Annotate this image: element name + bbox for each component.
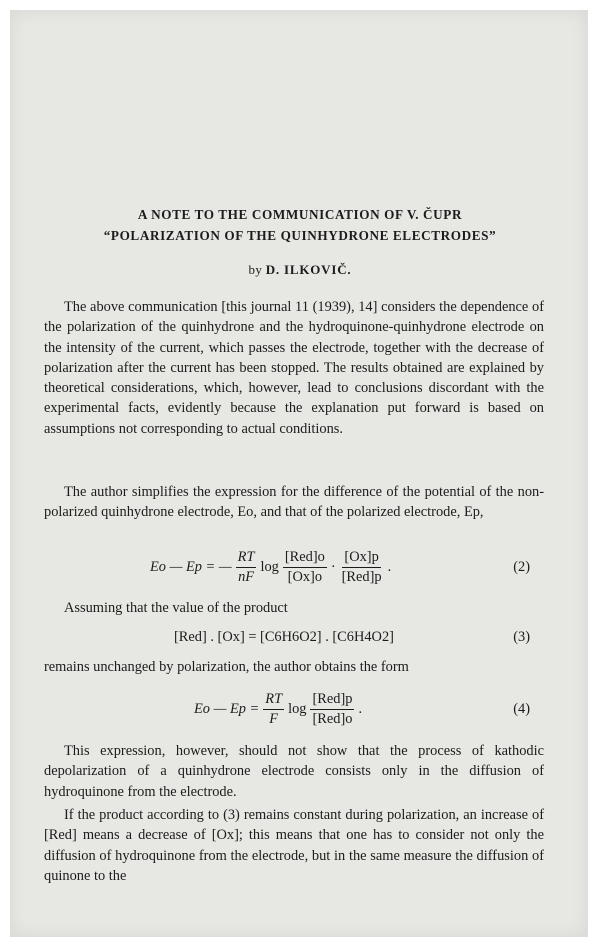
eq4-log: log <box>288 700 307 717</box>
eq2-end: . <box>387 558 392 575</box>
eq4-coef-num: RT <box>263 690 284 710</box>
eq3-expression: [Red] . [Ox] = [C6H6O2] . [C6H4O2] <box>174 628 394 645</box>
equation-2-body <box>150 548 391 587</box>
eq4-f1-den: [Red]o <box>312 710 353 727</box>
equation-2 <box>0 542 600 592</box>
equation-4-number: (4) <box>513 700 530 717</box>
author-name: D. ILKOVIČ. <box>265 262 352 277</box>
byline-prefix: by <box>248 262 263 277</box>
eq2-fraction-2 <box>340 548 384 587</box>
eq2-f1-den: [Ox]o <box>287 568 323 585</box>
equation-3 <box>0 624 600 650</box>
eq4-f1-num: [Red]p <box>310 690 354 710</box>
eq4-fraction-1 <box>310 690 354 729</box>
equation-3-number: (3) <box>513 628 530 645</box>
eq2-f1-num: [Red]o <box>283 548 327 568</box>
eq2-f2-num: [Ox]p <box>342 548 380 568</box>
paragraph-3: This expression, however, should not show that the process of kathodic depolarization of a quinhydrone electrode consists only in the diffusion of hydroquinone from the electrode. <box>44 743 544 800</box>
article-title-line-2: “POLARIZATION OF THE QUINHYDRONE ELECTRODES” <box>103 228 497 243</box>
eq4-coef-den: F <box>269 710 279 727</box>
article-title-line-1: A NOTE TO THE COMMUNICATION OF V. ČUPR <box>137 207 463 222</box>
paragraph-1: The above communication [this journal 11 (1939), 14] considers the dependence of the polarization of the quinhydrone and the hydroquinone-quinhydrone electrode on the intensity of the current, which passes the electrode, together with the decrease of polarization after the current has been stopped. The results obtained are explained by theoretical considerations, which, however, lead to conclusions discordant with the experimental facts, evidently because the explanation put forward is based on assumptions not corresponding to actual conditions. <box>44 299 544 437</box>
equation-4 <box>0 684 600 734</box>
equation-4-body <box>194 690 362 729</box>
eq2-coef-den: nF <box>238 568 255 585</box>
text-line-remains: remains unchanged by polarization, the author obtains the form <box>44 659 409 675</box>
eq2-lhs: Eo — Ep = — <box>150 558 232 575</box>
eq2-fraction-1 <box>283 548 327 587</box>
eq2-coefficient <box>236 548 257 587</box>
eq4-lhs: Eo — Ep = <box>194 700 260 717</box>
eq4-end: . <box>358 700 363 717</box>
text-line-assuming: Assuming that the value of the product <box>64 600 288 616</box>
eq2-dot: · <box>330 558 336 575</box>
eq4-coefficient <box>263 690 284 729</box>
eq2-coef-num: RT <box>236 548 257 568</box>
equation-2-number: (2) <box>513 558 530 575</box>
paragraph-4: If the product according to (3) remains constant during polarization, an increase of [Red] means a decrease of [Ox]; this means that one has to consider not only the diffusion of hydroquinone from the electrode, but in the same measure the diffusion of quinone to the <box>44 807 544 884</box>
eq2-f2-den: [Red]p <box>341 568 382 585</box>
paragraph-2: The author simplifies the expression for the difference of the potential of the non-polarized quinhydrone electrode, Eo, and that of the polarized electrode, Ep, <box>44 484 544 521</box>
eq2-log: log <box>260 558 279 575</box>
equation-3-body <box>174 629 394 646</box>
byline <box>0 262 600 278</box>
